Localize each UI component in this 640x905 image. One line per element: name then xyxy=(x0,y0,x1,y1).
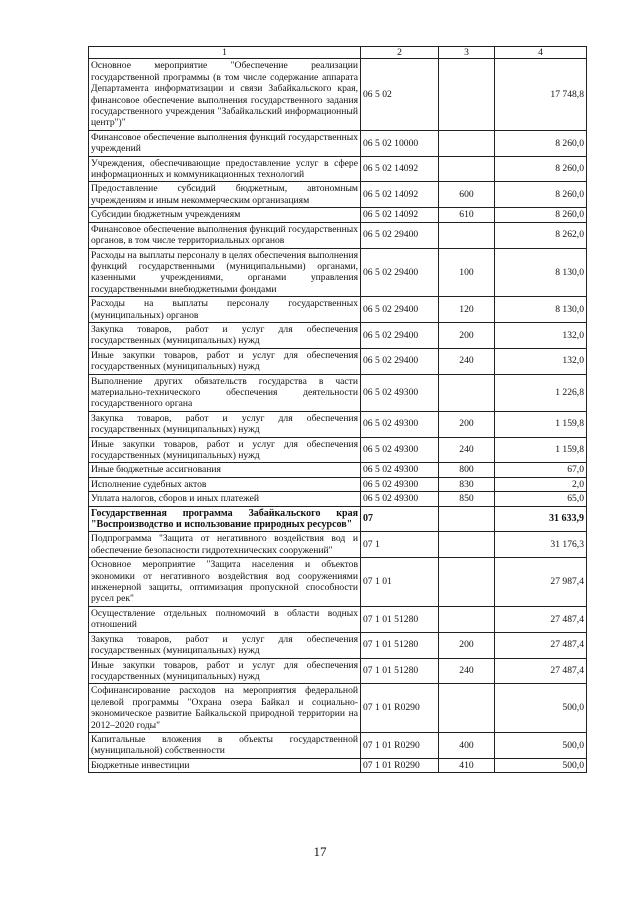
table-row xyxy=(89,632,587,658)
row-code-cell: 06 5 02 49300 xyxy=(361,411,439,437)
row-type-cell xyxy=(439,374,495,411)
row-amount-cell: 132,0 xyxy=(495,322,587,348)
table-row xyxy=(89,248,587,297)
row-name-cell: Основное мероприятие "Обеспечение реализации государственной программы (в том числе содержание аппарата Департамента информатизации и связи Забайкальского края, финансовое обеспечение выполнения государственного задания государственного учреждения "Забайкальский информационный центр")" xyxy=(89,59,361,130)
table-row xyxy=(89,506,587,532)
row-type-cell: 100 xyxy=(439,248,495,297)
row-type-cell xyxy=(439,558,495,607)
row-amount-cell: 27 487,4 xyxy=(495,658,587,684)
row-name-cell: Расходы на выплаты персоналу государственных (муниципальных) органов xyxy=(89,297,361,323)
row-amount-cell: 27 487,4 xyxy=(495,606,587,632)
table-row xyxy=(89,208,587,222)
row-code-cell: 06 5 02 xyxy=(361,59,439,130)
row-code-cell: 06 5 02 49300 xyxy=(361,463,439,477)
row-name-cell: Иные закупки товаров, работ и услуг для обеспечения государственных (муниципальных) нужд xyxy=(89,437,361,463)
row-name-cell: Закупка товаров, работ и услуг для обеспечения государственных (муниципальных) нужд xyxy=(89,632,361,658)
row-code-cell: 07 1 01 51280 xyxy=(361,632,439,658)
row-code-cell: 06 5 02 49300 xyxy=(361,477,439,491)
table-row xyxy=(89,684,587,733)
row-code-cell: 07 1 01 51280 xyxy=(361,606,439,632)
table-row xyxy=(89,130,587,156)
row-code-cell: 06 5 02 49300 xyxy=(361,492,439,506)
row-type-cell: 830 xyxy=(439,477,495,491)
row-name-cell: Основное мероприятие "Защита населения и объектов экономики от негативного воздействия вод сооружениями инженерной защиты, оптимизация пропускной способности русел рек" xyxy=(89,558,361,607)
table-row xyxy=(89,492,587,506)
row-type-cell: 240 xyxy=(439,348,495,374)
row-type-cell: 600 xyxy=(439,182,495,208)
row-code-cell: 07 1 01 R0290 xyxy=(361,684,439,733)
header-cell-2: 2 xyxy=(361,47,439,59)
page-number: 17 xyxy=(313,844,327,859)
table-body xyxy=(89,47,587,773)
row-type-cell: 200 xyxy=(439,632,495,658)
row-amount-cell: 500,0 xyxy=(495,732,587,758)
row-name-cell: Расходы на выплаты персоналу в целях обеспечения выполнения функций государственными (муниципальными) органами, казенными учреждениями, органами управления государственными внебюджетными фондами xyxy=(89,248,361,297)
row-type-cell xyxy=(439,684,495,733)
row-type-cell: 610 xyxy=(439,208,495,222)
row-code-cell: 06 5 02 29400 xyxy=(361,222,439,248)
row-name-cell: Уплата налогов, сборов и иных платежей xyxy=(89,492,361,506)
row-amount-cell: 8 130,0 xyxy=(495,297,587,323)
row-name-cell: Софинансирование расходов на мероприятия федеральной целевой программы "Охрана озера Байкал и социально-экономическое развитие Байкальской природной территории на 2012–2020 годы" xyxy=(89,684,361,733)
row-type-cell xyxy=(439,222,495,248)
row-name-cell: Финансовое обеспечение выполнения функций государственных органов, в том числе территориальных органов xyxy=(89,222,361,248)
header-cell-4: 4 xyxy=(495,47,587,59)
row-amount-cell: 1 159,8 xyxy=(495,411,587,437)
row-type-cell: 410 xyxy=(439,758,495,772)
row-name-cell: Субсидии бюджетным учреждениям xyxy=(89,208,361,222)
budget-table xyxy=(88,46,587,773)
row-code-cell: 06 5 02 29400 xyxy=(361,248,439,297)
row-amount-cell: 27 487,4 xyxy=(495,632,587,658)
table-row xyxy=(89,658,587,684)
row-amount-cell: 31 176,3 xyxy=(495,532,587,558)
table-row xyxy=(89,411,587,437)
header-cell-1: 1 xyxy=(89,47,361,59)
row-amount-cell: 65,0 xyxy=(495,492,587,506)
row-type-cell: 800 xyxy=(439,463,495,477)
table-row xyxy=(89,322,587,348)
row-type-cell xyxy=(439,606,495,632)
row-amount-cell: 132,0 xyxy=(495,348,587,374)
table-row xyxy=(89,222,587,248)
row-type-cell: 120 xyxy=(439,297,495,323)
row-type-cell: 850 xyxy=(439,492,495,506)
table-row xyxy=(89,348,587,374)
row-type-cell: 400 xyxy=(439,732,495,758)
table-row xyxy=(89,59,587,130)
row-type-cell xyxy=(439,130,495,156)
row-name-cell: Государственная программа Забайкальского края "Воспроизводство и использование природных ресурсов" xyxy=(89,506,361,532)
table-row xyxy=(89,437,587,463)
row-name-cell: Капитальные вложения в объекты государственной (муниципальной) собственности xyxy=(89,732,361,758)
row-code-cell: 06 5 02 29400 xyxy=(361,297,439,323)
row-code-cell: 06 5 02 14092 xyxy=(361,208,439,222)
row-amount-cell: 8 130,0 xyxy=(495,248,587,297)
row-code-cell: 07 1 01 R0290 xyxy=(361,758,439,772)
row-name-cell: Учреждения, обеспечивающие предоставление услуг в сфере информационных и коммуникационных технологий xyxy=(89,156,361,182)
table-row xyxy=(89,758,587,772)
header-cell-3: 3 xyxy=(439,47,495,59)
row-type-cell xyxy=(439,532,495,558)
table-header-row xyxy=(89,47,587,59)
row-amount-cell: 31 633,9 xyxy=(495,506,587,532)
row-code-cell: 07 1 xyxy=(361,532,439,558)
row-amount-cell: 2,0 xyxy=(495,477,587,491)
row-code-cell: 06 5 02 49300 xyxy=(361,374,439,411)
table-row xyxy=(89,156,587,182)
row-amount-cell: 67,0 xyxy=(495,463,587,477)
row-amount-cell: 8 262,0 xyxy=(495,222,587,248)
row-amount-cell: 8 260,0 xyxy=(495,182,587,208)
row-code-cell: 07 xyxy=(361,506,439,532)
row-code-cell: 06 5 02 29400 xyxy=(361,322,439,348)
row-amount-cell: 27 987,4 xyxy=(495,558,587,607)
row-type-cell: 200 xyxy=(439,322,495,348)
row-amount-cell: 8 260,0 xyxy=(495,130,587,156)
row-type-cell xyxy=(439,59,495,130)
row-name-cell: Закупка товаров, работ и услуг для обеспечения государственных (муниципальных) нужд xyxy=(89,411,361,437)
row-name-cell: Иные закупки товаров, работ и услуг для обеспечения государственных (муниципальных) нужд xyxy=(89,348,361,374)
row-code-cell: 06 5 02 10000 xyxy=(361,130,439,156)
row-name-cell: Бюджетные инвестиции xyxy=(89,758,361,772)
row-code-cell: 06 5 02 29400 xyxy=(361,348,439,374)
table-row xyxy=(89,732,587,758)
row-amount-cell: 17 748,8 xyxy=(495,59,587,130)
row-code-cell: 06 5 02 14092 xyxy=(361,156,439,182)
table-row xyxy=(89,182,587,208)
row-name-cell: Финансовое обеспечение выполнения функций государственных учреждений xyxy=(89,130,361,156)
row-name-cell: Предоставление субсидий бюджетным, автономным учреждениям и иным некоммерческим организациям xyxy=(89,182,361,208)
table-row xyxy=(89,477,587,491)
table-row xyxy=(89,463,587,477)
row-amount-cell: 8 260,0 xyxy=(495,208,587,222)
row-amount-cell: 500,0 xyxy=(495,684,587,733)
row-amount-cell: 1 159,8 xyxy=(495,437,587,463)
row-code-cell: 06 5 02 14092 xyxy=(361,182,439,208)
row-type-cell xyxy=(439,506,495,532)
row-name-cell: Иные бюджетные ассигнования xyxy=(89,463,361,477)
row-name-cell: Исполнение судебных актов xyxy=(89,477,361,491)
table-row xyxy=(89,374,587,411)
row-type-cell xyxy=(439,156,495,182)
table-row xyxy=(89,558,587,607)
row-type-cell: 240 xyxy=(439,658,495,684)
row-amount-cell: 1 226,8 xyxy=(495,374,587,411)
row-name-cell: Подпрограмма "Защита от негативного воздействия вод и обеспечение безопасности гидротехнических сооружений" xyxy=(89,532,361,558)
row-amount-cell: 8 260,0 xyxy=(495,156,587,182)
table-row xyxy=(89,297,587,323)
row-code-cell: 07 1 01 51280 xyxy=(361,658,439,684)
row-name-cell: Закупка товаров, работ и услуг для обеспечения государственных (муниципальных) нужд xyxy=(89,322,361,348)
row-type-cell: 200 xyxy=(439,411,495,437)
row-type-cell: 240 xyxy=(439,437,495,463)
row-name-cell: Выполнение других обязательств государства в части материально-технического обеспечения деятельности государственного органа xyxy=(89,374,361,411)
table-row xyxy=(89,606,587,632)
table-row xyxy=(89,532,587,558)
row-name-cell: Осуществление отдельных полномочий в области водных отношений xyxy=(89,606,361,632)
row-code-cell: 07 1 01 R0290 xyxy=(361,732,439,758)
row-code-cell: 07 1 01 xyxy=(361,558,439,607)
row-name-cell: Иные закупки товаров, работ и услуг для обеспечения государственных (муниципальных) нужд xyxy=(89,658,361,684)
row-amount-cell: 500,0 xyxy=(495,758,587,772)
row-code-cell: 06 5 02 49300 xyxy=(361,437,439,463)
